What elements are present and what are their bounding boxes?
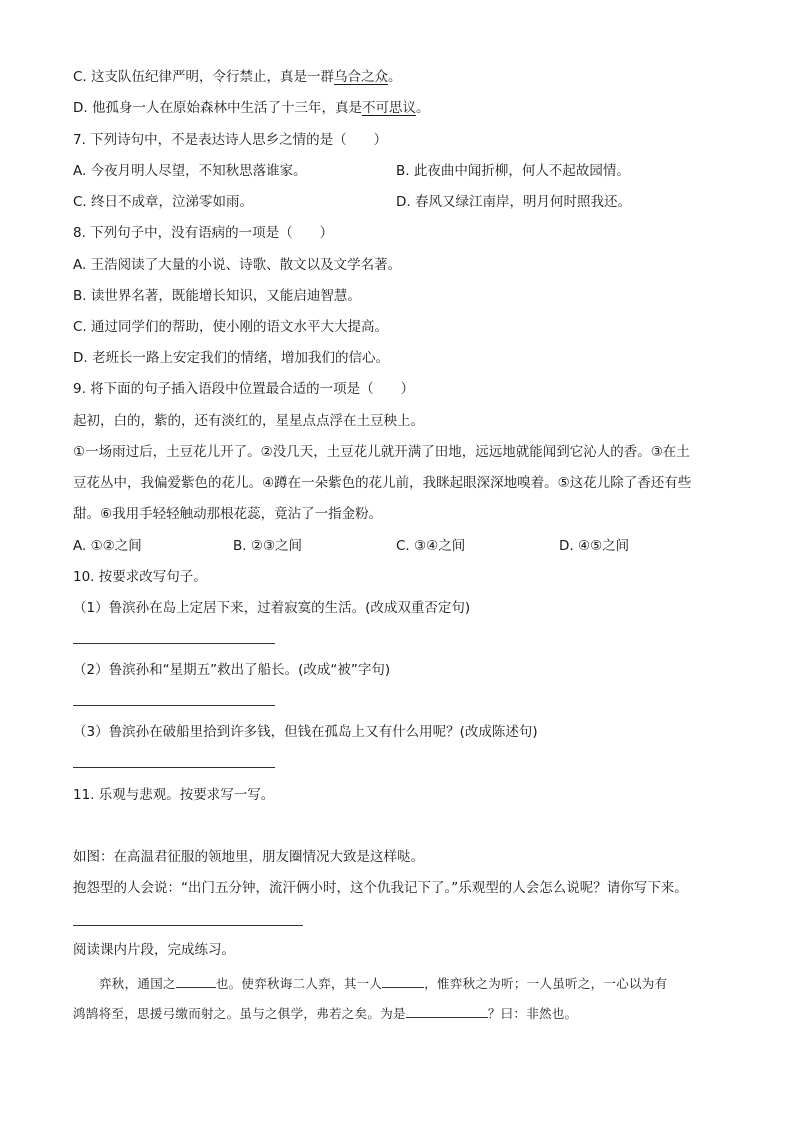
q6-option-c: C. 这支队伍纪律严明，令行禁止，真是一群乌合之众。 <box>73 69 402 85</box>
q10-sentence-2: （2）鲁滨孙和“星期五”救出了船长。(改成“被”字句) <box>73 662 391 678</box>
q8-stem: 8. 下列句子中，没有语病的一项是（ ） <box>73 225 334 241</box>
q9-stem: 9. 将下面的句子插入语段中位置最合适的一项是（ ） <box>73 381 415 397</box>
q9-option-d: D. ④⑤之间 <box>559 538 630 554</box>
q9-passage-line-2: 豆花丛中，我偏爱紫色的花儿。④蹲在一朵紫色的花儿前，我眯起眼深深地嗅着。⑤这花儿除了香还有些 <box>73 475 692 491</box>
q7-option-d: D. 春风又绿江南岸，明月何时照我还。 <box>396 194 631 210</box>
q10-sentence-1: （1）鲁滨孙在岛上定居下来，过着寂寞的生活。(改成双重否定句) <box>73 600 471 616</box>
q6-c-underlined: 乌合之众 <box>334 69 389 85</box>
q8-option-b: B. 读世界名著，既能增长知识，又能启迪智慧。 <box>73 288 361 304</box>
q9-option-b: B. ②③之间 <box>233 538 303 554</box>
q10-answer-line-1[interactable] <box>73 643 275 644</box>
q7-option-c: C. 终日不成章，泣涕零如雨。 <box>73 194 254 210</box>
q9-option-a: A. ①②之间 <box>73 538 142 554</box>
reading-blank-2[interactable] <box>382 973 424 988</box>
q11-prompt: 抱怨型的人会说：“出门五分钟，流汗俩小时，这个仇我记下了。”乐观型的人会怎么说呢？请你写下来。 <box>73 880 688 896</box>
q7-option-b: B. 此夜曲中闻折柳，何人不起故园情。 <box>396 163 630 179</box>
q9-passage-line-3: 甜。⑥我用手轻轻触动那根花蕊，竟沾了一指金粉。 <box>73 506 383 522</box>
q8-option-d: D. 老班长一路上安定我们的情绪，增加我们的信心。 <box>73 350 389 366</box>
q11-figure-caption: 如图：在高温君征服的领地里，朋友圈情况大致是这样哒。 <box>73 849 424 865</box>
q10-answer-line-2[interactable] <box>73 705 275 706</box>
q8-option-c: C. 通过同学们的帮助，使小刚的语文水平大大提高。 <box>73 319 389 335</box>
q9-insert-sentence: 起初，白的，紫的，还有淡红的，星星点点浮在土豆秧上。 <box>73 413 424 429</box>
q11-stem: 11. 乐观与悲观。按要求写一写。 <box>73 787 275 803</box>
q9-option-c: C. ③④之间 <box>396 538 466 554</box>
q9-passage-line-1: ①一场雨过后，土豆花儿开了。②没几天，土豆花儿就开满了田地，远远地就能闻到它沁人的香。③在土 <box>73 444 690 460</box>
reading-passage-line-2: 鸿鹄将至，思援弓缴而射之。虽与之俱学，弗若之矣。为是 ？曰：非然也。 <box>73 1003 577 1023</box>
q10-sentence-3: （3）鲁滨孙在破船里拾到许多钱，但钱在孤岛上又有什么用呢？(改成陈述句) <box>73 724 538 740</box>
q7-option-a: A. 今夜月明人尽望，不知秋思落谁家。 <box>73 163 307 179</box>
q7-stem: 7. 下列诗句中，不是表达诗人思乡之情的是（ ） <box>73 132 388 148</box>
reading-blank-1[interactable] <box>176 973 216 988</box>
reading-blank-3[interactable] <box>406 1003 488 1018</box>
reading-passage-line-1: 弈秋，通国之 也。使弈秋诲二人弈，其一人 ，惟弈秋之为听；一人虽听之，一心以为有 <box>99 973 667 993</box>
q8-option-a: A. 王浩阅读了大量的小说、诗歌、散文以及文学名著。 <box>73 257 402 273</box>
q10-answer-line-3[interactable] <box>73 767 275 768</box>
q6-d-underlined: 不可思议 <box>361 100 416 116</box>
q10-stem: 10. 按要求改写句子。 <box>73 569 207 585</box>
q6-option-d: D. 他孤身一人在原始森林中生活了十三年，真是不可思议。 <box>73 100 430 116</box>
q11-answer-line[interactable] <box>73 925 303 926</box>
reading-title: 阅读课内片段，完成练习。 <box>73 942 235 958</box>
